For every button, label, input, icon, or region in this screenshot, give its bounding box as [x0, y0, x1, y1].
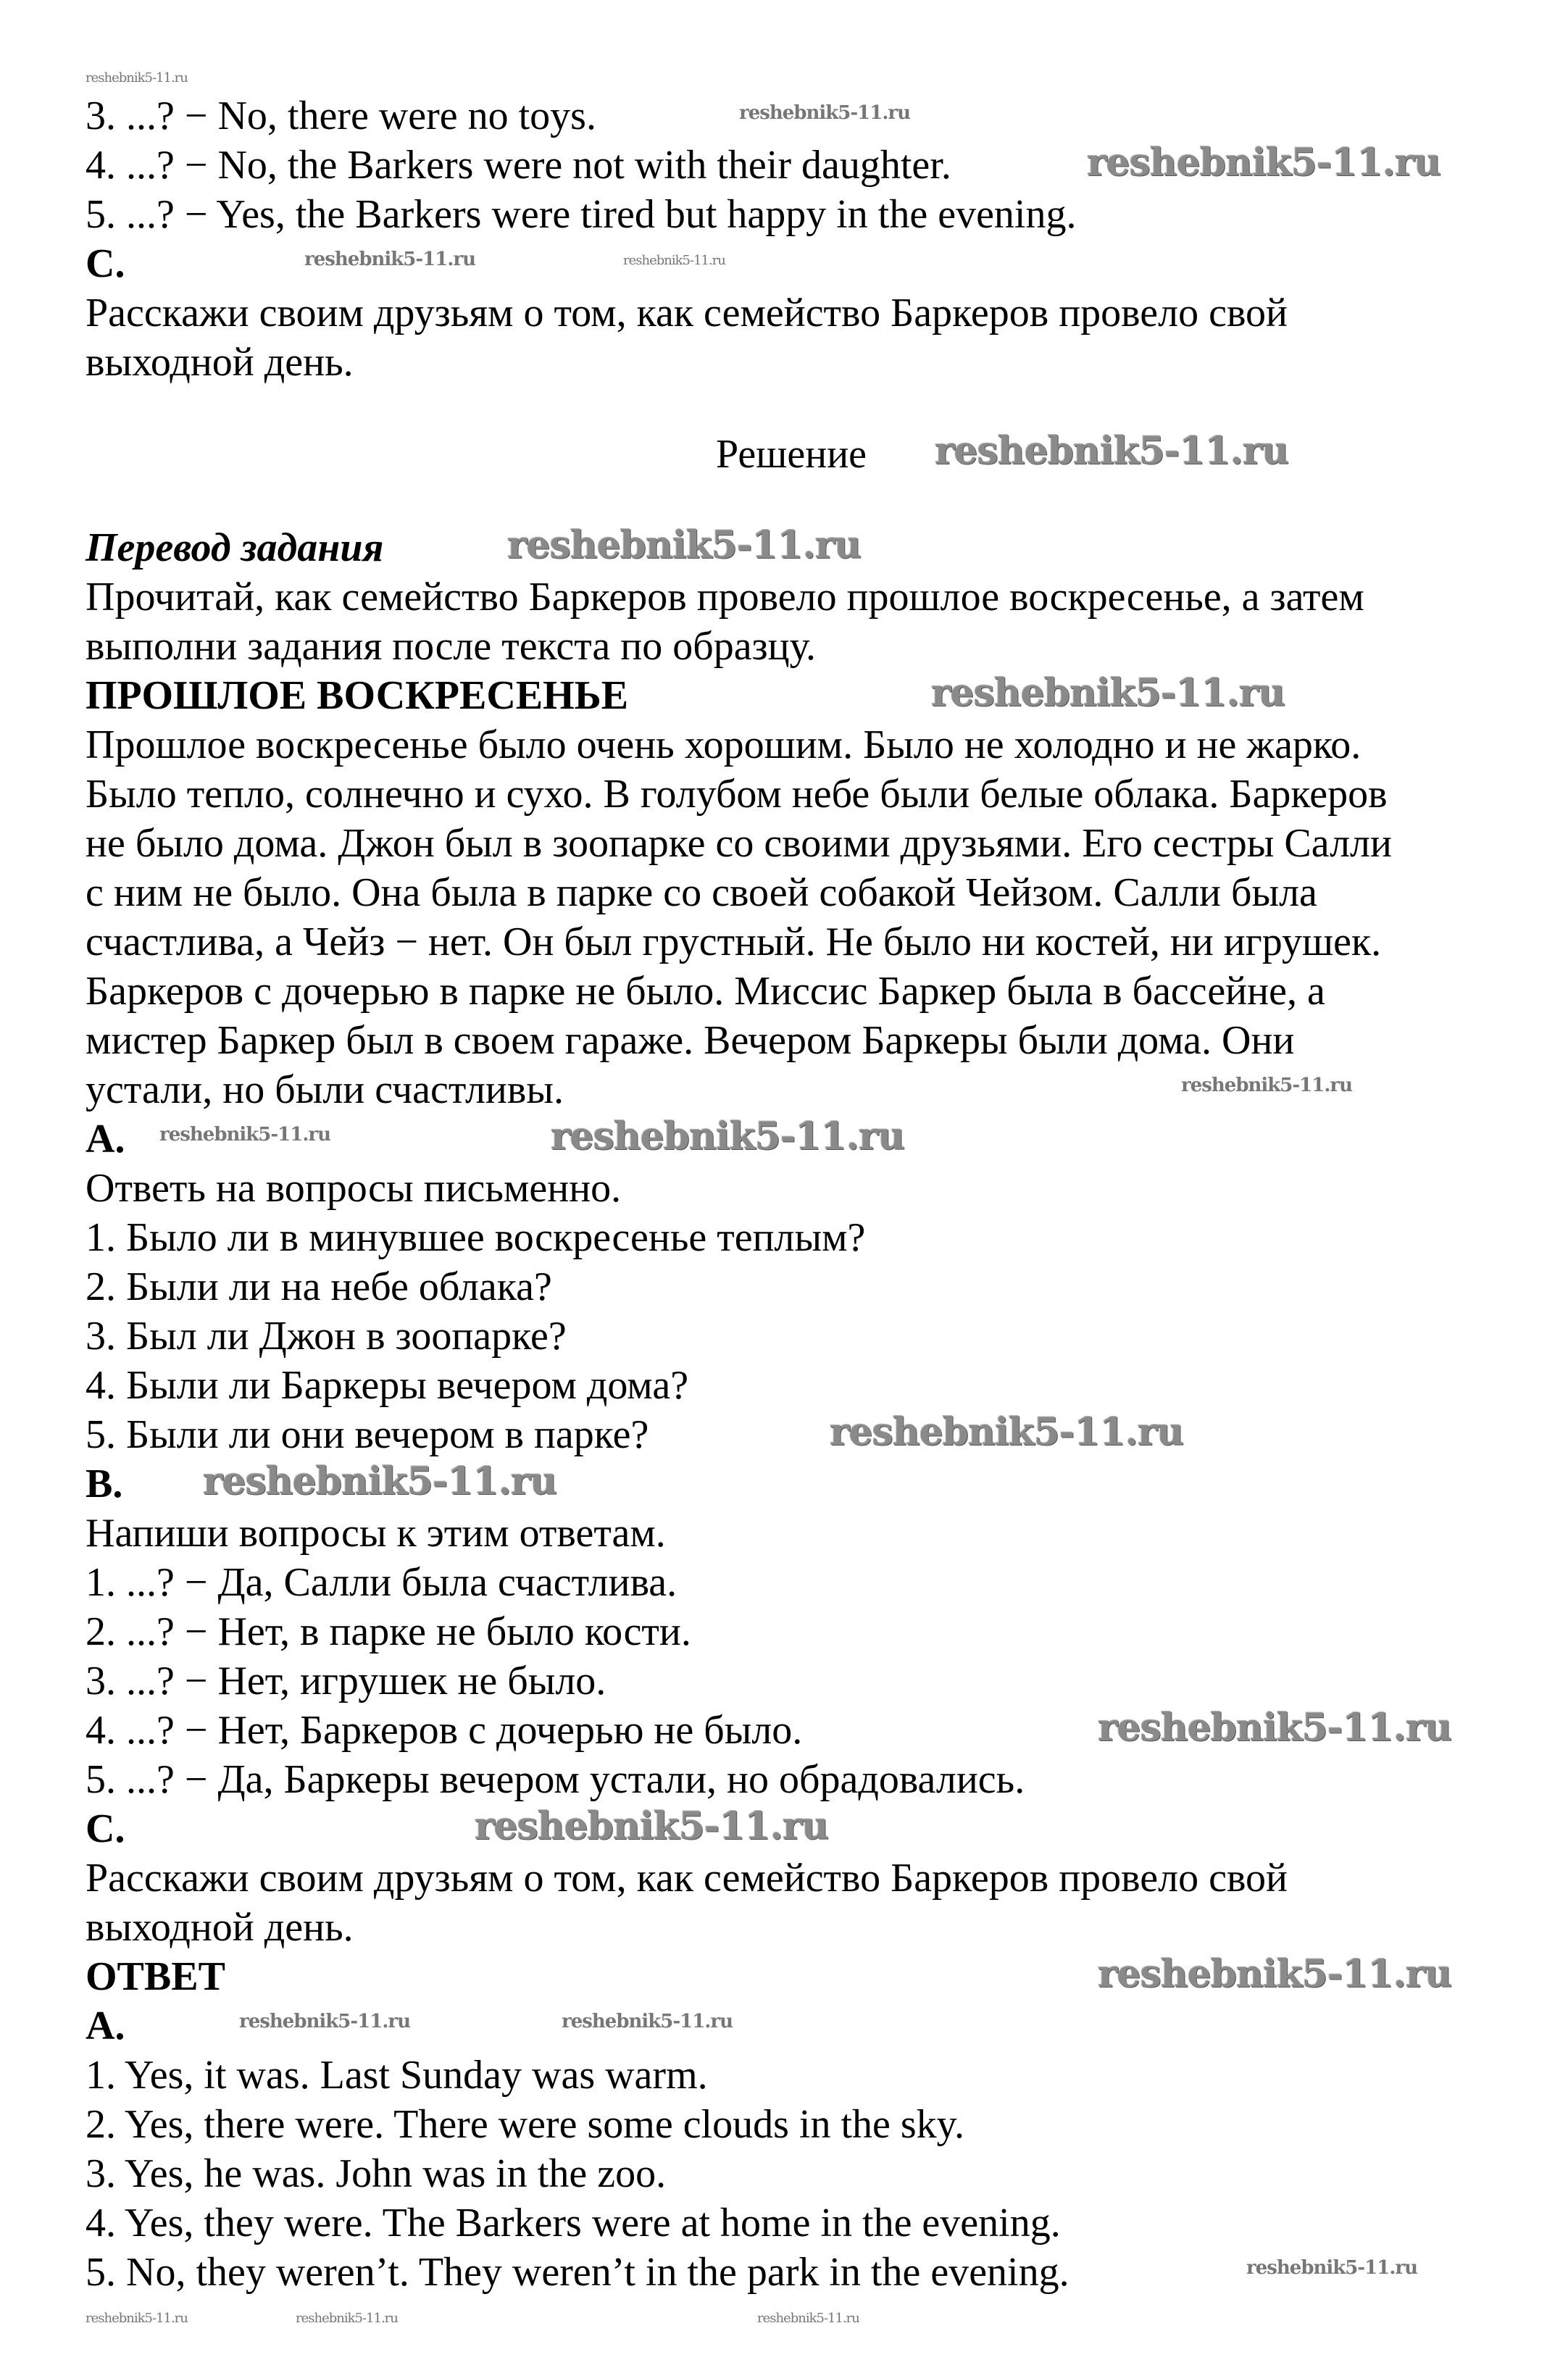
watermark: reshebnik5-11.ru — [1181, 1075, 1353, 1096]
answer-item: 4. Yes, they were. The Barkers were at home in the evening. — [86, 2201, 1061, 2245]
section-a-instruction: Ответь на вопросы письменно. — [86, 1166, 622, 1211]
story-line: мистер Баркер был в своем гараже. Вечером Баркеры были дома. Они — [86, 1018, 1295, 1063]
question-item: 3. Был ли Джон в зоопарке? — [86, 1314, 567, 1359]
watermark: reshebnik5-11.ru — [757, 2311, 859, 2326]
watermark: reshebnik5-11.ru — [551, 1114, 905, 1159]
question-item: 1. Было ли в минувшее воскресенье теплым? — [86, 1215, 866, 1260]
answer-item: 5. No, they weren’t. They weren’t in the park in the evening. — [86, 2250, 1069, 2295]
text-line: выходной день. — [86, 340, 354, 385]
watermark: reshebnik5-11.ru — [739, 102, 911, 124]
question-item: 5. Были ли они вечером в парке? — [86, 1412, 649, 1457]
section-label: C. — [86, 241, 125, 286]
answer-item: 2. Yes, there were. There were some clouds in the sky. — [86, 2102, 965, 2147]
watermark: reshebnik5-11.ru — [507, 523, 862, 567]
text-line: 4. ...? − No, the Barkers were not with their daughter. — [86, 143, 951, 188]
answer-heading: ОТВЕТ — [86, 1954, 225, 1999]
answer-prompt-item: 2. ...? − Нет, в парке не было кости. — [86, 1609, 691, 1654]
watermark: reshebnik5-11.ru — [1087, 141, 1441, 185]
answer-prompt-item: 1. ...? − Да, Салли была счастлива. — [86, 1560, 677, 1605]
watermark: reshebnik5-11.ru — [1098, 1706, 1452, 1750]
story-title: ПРОШЛОЕ ВОСКРЕСЕНЬЕ — [86, 673, 629, 718]
answer-a-label: A. — [86, 2003, 125, 2048]
text-line: выполни задания после текста по образцу. — [86, 624, 817, 669]
answer-prompt-item: 5. ...? − Да, Баркеры вечером устали, но обрадовались. — [86, 1757, 1025, 1802]
story-line: с ним не было. Она была в парке со своей собакой Чейзом. Салли была — [86, 870, 1317, 915]
watermark: reshebnik5-11.ru — [86, 70, 188, 86]
watermark: reshebnik5-11.ru — [296, 2311, 398, 2326]
watermark: reshebnik5-11.ru — [562, 2011, 733, 2032]
answer-item: 3. Yes, he was. John was in the zoo. — [86, 2151, 667, 2196]
watermark: reshebnik5-11.ru — [1246, 2257, 1418, 2279]
watermark: reshebnik5-11.ru — [239, 2011, 411, 2032]
section-a-label: A. — [86, 1117, 125, 1162]
text-line: 5. ...? − Yes, the Barkers were tired but happy in the evening. — [86, 192, 1077, 237]
story-line: устали, но были счастливы. — [86, 1067, 564, 1112]
watermark: reshebnik5-11.ru — [475, 1804, 829, 1848]
answer-prompt-item: 4. ...? − Нет, Баркеров с дочерью не было. — [86, 1708, 803, 1753]
answer-item: 1. Yes, it was. Last Sunday was warm. — [86, 2053, 708, 2098]
text-line: выходной день. — [86, 1905, 354, 1950]
story-line: Баркеров с дочерью в парке не было. Миссис Баркер была в бассейне, а — [86, 969, 1325, 1014]
watermark: reshebnik5-11.ru — [931, 671, 1285, 715]
watermark: reshebnik5-11.ru — [203, 1459, 557, 1504]
section-b-instruction: Напиши вопросы к этим ответам. — [86, 1511, 666, 1556]
story-line: Прошлое воскресенье было очень хорошим. Было не холодно и не жарко. — [86, 722, 1361, 767]
watermark: reshebnik5-11.ru — [159, 1124, 331, 1146]
translation-heading: Перевод задания — [86, 525, 384, 570]
question-item: 4. Были ли Баркеры вечером дома? — [86, 1363, 689, 1408]
text-line: Расскажи своим друзьям о том, как семейство Баркеров провело свой — [86, 291, 1288, 335]
section-c-label: C. — [86, 1806, 125, 1851]
answer-prompt-item: 3. ...? − Нет, игрушек не было. — [86, 1659, 606, 1703]
watermark: reshebnik5-11.ru — [830, 1410, 1184, 1454]
text-line: Расскажи своим друзьям о том, как семейство Баркеров провело свой — [86, 1856, 1288, 1901]
watermark: reshebnik5-11.ru — [935, 429, 1289, 473]
question-item: 2. Были ли на небе облака? — [86, 1264, 552, 1309]
watermark: reshebnik5-11.ru — [623, 253, 725, 268]
text-line: 3. ...? − No, there were no toys. — [86, 93, 596, 138]
solution-heading: Решение — [716, 432, 867, 477]
story-line: счастлива, а Чейз − нет. Он был грустный. Не было ни костей, ни игрушек. — [86, 919, 1382, 964]
text-line: Прочитай, как семейство Баркеров провело прошлое воскресенье, а затем — [86, 575, 1364, 620]
watermark: reshebnik5-11.ru — [86, 2311, 188, 2326]
section-b-label: B. — [86, 1461, 123, 1506]
story-line: не было дома. Джон был в зоопарке со своими друзьями. Его сестры Салли — [86, 821, 1392, 866]
story-line: Было тепло, солнечно и сухо. В голубом небе были белые облака. Баркеров — [86, 772, 1388, 817]
watermark: reshebnik5-11.ru — [1098, 1952, 1452, 1996]
watermark: reshebnik5-11.ru — [304, 249, 476, 270]
